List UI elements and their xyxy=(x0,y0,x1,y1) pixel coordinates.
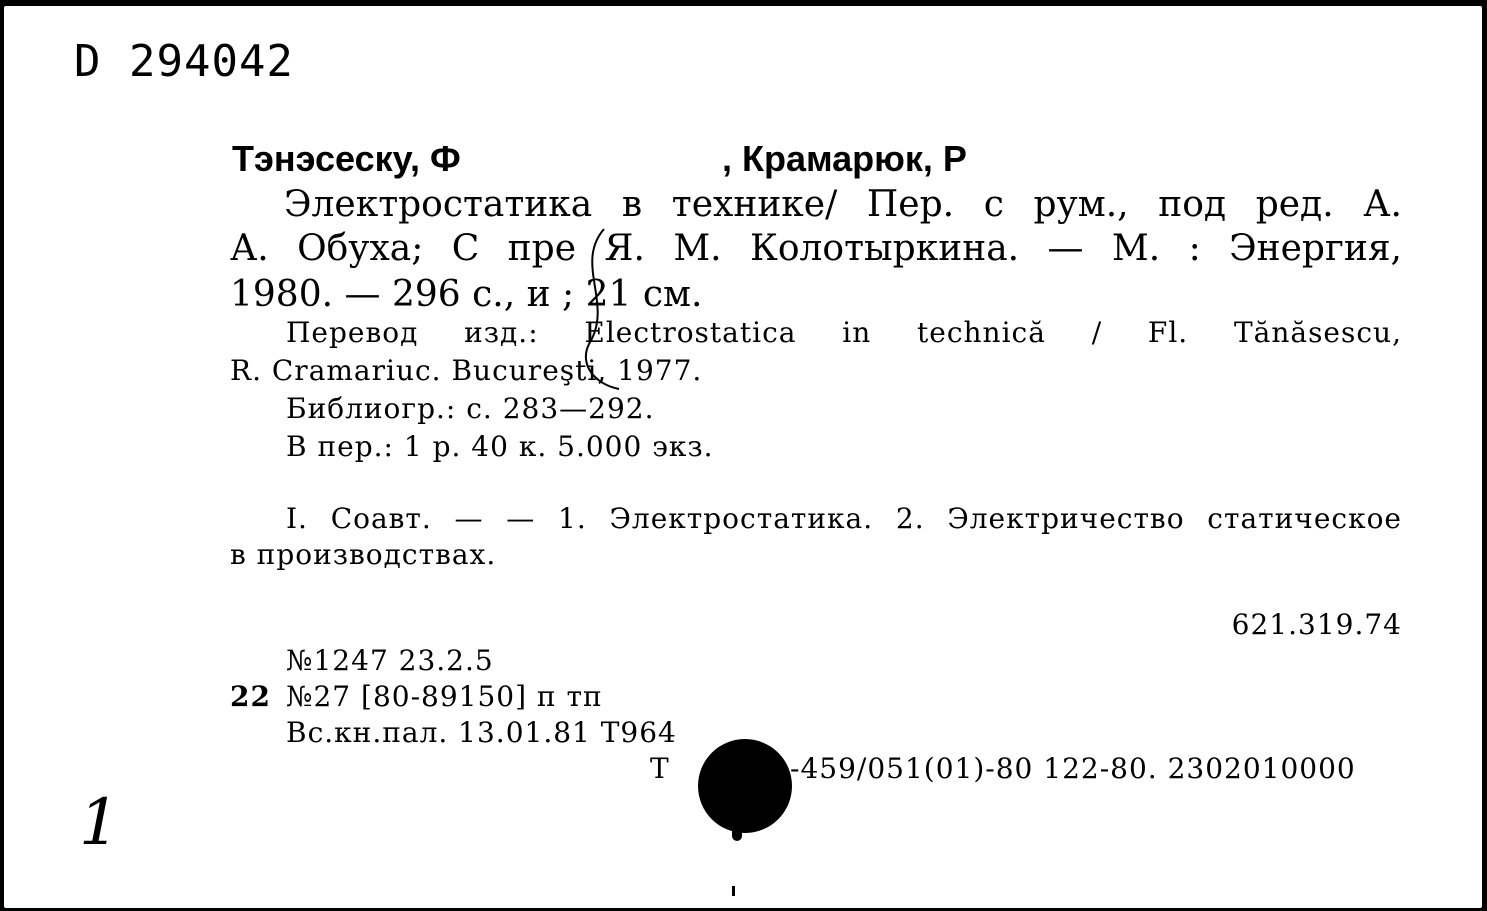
title-line-2: А. Обуха; С пре Я. М. Колотыркина. — М. : Энергия, xyxy=(230,228,1402,269)
tick-mark xyxy=(732,886,735,896)
accession-stamp: D 294042 xyxy=(74,36,294,87)
handwritten-number: 1 xyxy=(79,786,120,860)
registry-line-3: Вс.кн.пал. 13.01.81 Т964 xyxy=(286,716,677,749)
bibliography-note: Библиогр.: с. 283—292. xyxy=(286,392,655,425)
registry-prefix: 22 xyxy=(230,680,271,713)
title-line-1: Электростатика в технике/ Пер. с рум., под ред. А. xyxy=(284,184,1402,225)
author-primary: Тэнэсеску, Ф xyxy=(232,138,461,179)
subjects-line-1: I. Соавт. — — 1. Электростатика. 2. Электричество статическое xyxy=(286,502,1402,535)
punch-hole xyxy=(698,739,792,833)
code-prefix: Т xyxy=(650,752,670,785)
registry-line-2: №27 [80-89150] п тп xyxy=(286,680,603,713)
registry-line-1: №1247 23.2.5 xyxy=(286,644,494,677)
subjects-line-2: в производствах. xyxy=(230,538,497,571)
translation-line-1: Перевод изд.: Electrostatica in technică / Fl. Tănăsescu, xyxy=(286,316,1402,349)
catalog-card xyxy=(4,6,1482,908)
udc-classification: 621.319.74 xyxy=(1231,608,1402,641)
translation-line-2: R. Cramariuc. Bucureşti, 1977. xyxy=(230,354,703,387)
code-line: -459/051(01)-80 122-80. 2302010000 xyxy=(790,752,1356,785)
title-line-3: 1980. — 296 с., и ; 21 см. xyxy=(230,274,703,315)
author-secondary: , Крамарюк, Р xyxy=(722,138,967,179)
price-note: В пер.: 1 р. 40 к. 5.000 экз. xyxy=(286,430,714,463)
